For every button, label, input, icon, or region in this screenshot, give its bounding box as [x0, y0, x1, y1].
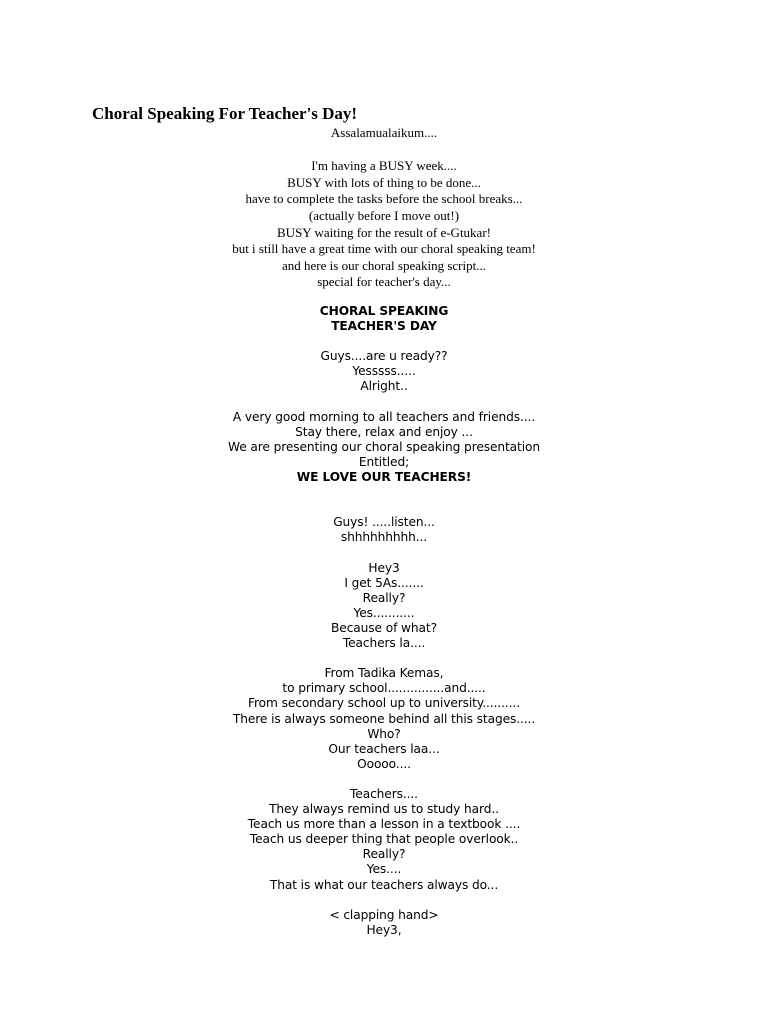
blank-line	[0, 485, 768, 500]
script-line: Guys....are u ready??	[320, 349, 448, 364]
blank-line	[0, 395, 768, 410]
script-line: Yes...........	[353, 605, 415, 620]
script-line: Really?	[362, 847, 406, 862]
script-line: Yes....	[366, 862, 402, 877]
intro-text	[0, 125, 768, 291]
blank-line	[0, 651, 768, 666]
script-line: Guys! .....listen...	[333, 515, 435, 530]
blank-line	[0, 500, 768, 515]
script-line: Hey3,	[366, 922, 402, 937]
script-line: They always remind us to study hard..	[269, 802, 499, 817]
script-line: Teachers....	[350, 787, 418, 801]
script-line: Yesssss.....	[352, 364, 416, 379]
intro-line: and here is our choral speaking script...	[282, 257, 486, 273]
blank-line	[0, 334, 768, 349]
intro-line: have to complete the tasks before the school breaks...	[245, 191, 523, 207]
intro-line: special for teacher's day...	[317, 274, 451, 290]
script-presentation-title: WE LOVE OUR TEACHERS!	[296, 470, 472, 485]
blank-line	[0, 142, 768, 159]
script-line: Teach us more than a lesson in a textbook ....	[247, 817, 521, 832]
script-line: Alright..	[360, 379, 408, 394]
intro-line: I'm having a BUSY week....	[311, 158, 457, 174]
blank-line	[0, 546, 768, 561]
script-line: Because of what?	[331, 620, 437, 635]
script-heading: CHORAL SPEAKING	[319, 304, 449, 318]
script-line: From secondary school up to university..........	[248, 696, 520, 711]
script-line: That is what our teachers always do...	[269, 877, 499, 892]
script-line: Stay there, relax and enjoy ...	[295, 424, 473, 439]
script-line: Teach us deeper thing that people overlook..	[249, 832, 519, 847]
script-line: Who?	[367, 726, 401, 741]
script-line: Teachers la....	[342, 636, 426, 651]
script-line: From Tadika Kemas,	[324, 666, 444, 681]
script-line: Entitled;	[358, 454, 410, 469]
script-line: There is always someone behind all this stages.....	[232, 711, 536, 726]
script-line: I get 5As.......	[344, 575, 424, 590]
script-line: Our teachers laa...	[328, 741, 440, 756]
script-line: Hey3	[368, 560, 400, 575]
intro-line: but i still have a great time with our choral speaking team!	[232, 241, 536, 257]
script-line: to primary school...............and.....	[282, 681, 486, 696]
intro-line: BUSY waiting for the result of e-Gtukar!	[277, 224, 491, 240]
intro-line: BUSY with lots of thing to be done...	[287, 174, 481, 190]
script-line: We are presenting our choral speaking presentation	[228, 439, 540, 454]
intro-line: (actually before I move out!)	[308, 207, 460, 223]
script-line: shhhhhhhhh...	[340, 530, 428, 545]
page-title: Choral Speaking For Teacher's Day!	[92, 104, 358, 123]
script-line: Really?	[362, 590, 406, 605]
script-subheading: TEACHER'S DAY	[331, 319, 437, 334]
script-line: < clapping hand>	[329, 907, 439, 922]
blank-line	[0, 772, 768, 787]
script-text	[0, 304, 768, 938]
intro-line: Assalamualaikum....	[330, 125, 438, 140]
script-line: A very good morning to all teachers and friends....	[232, 409, 536, 424]
blank-line	[0, 893, 768, 908]
script-line: Ooooo....	[357, 756, 411, 771]
